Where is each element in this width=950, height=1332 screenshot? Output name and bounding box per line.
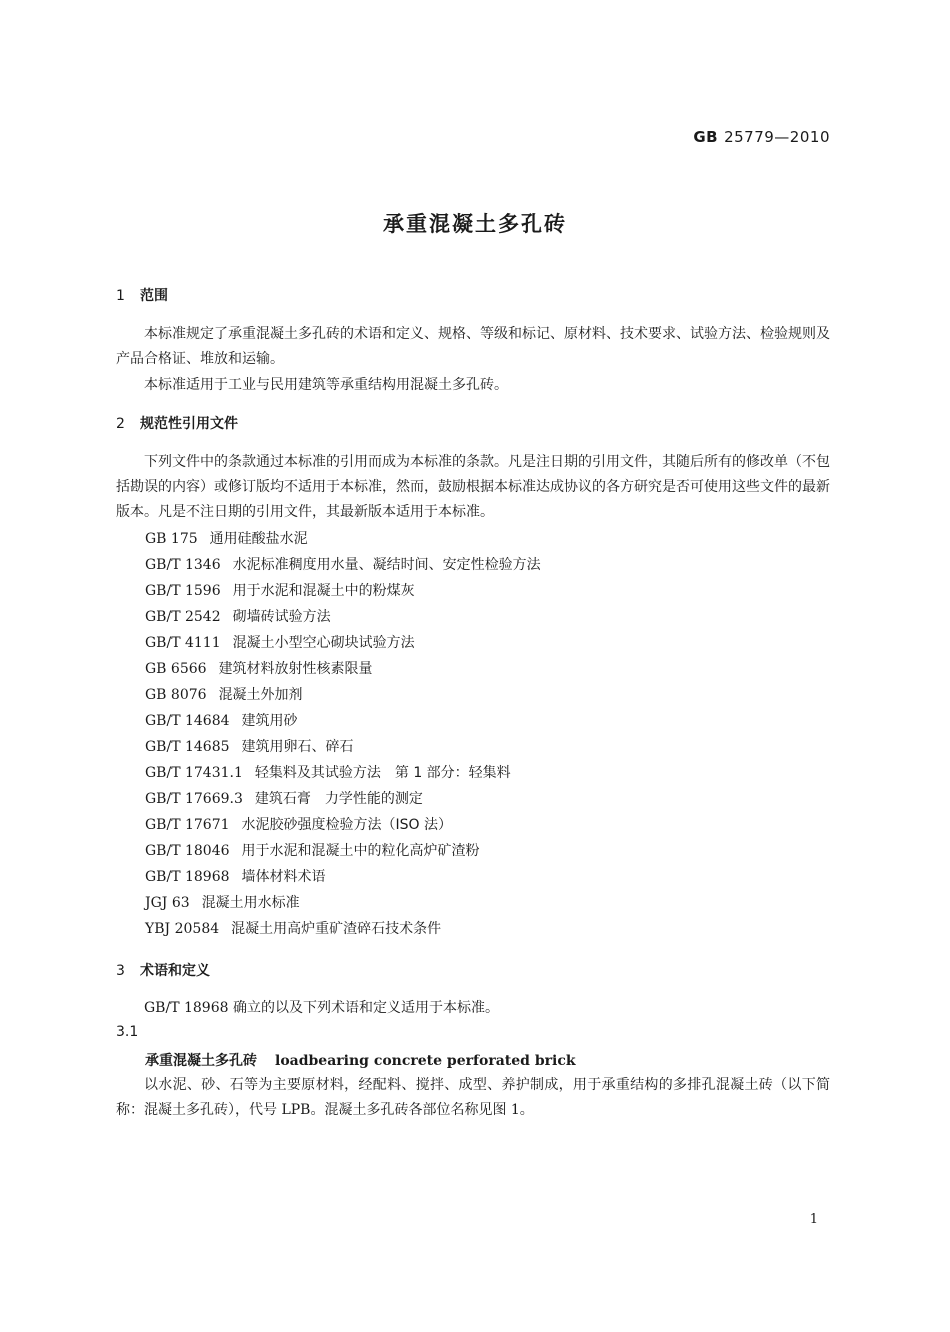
section-1-paragraph-1: 本标准规定了承重混凝土多孔砖的术语和定义、规格、等级和标记、原材料、技术要求、试验方法、检验规则及产品合格证、堆放和运输。 bbox=[116, 326, 830, 367]
reference-code: GB/T 14685 bbox=[145, 739, 230, 755]
section-3-title: 术语和定义 bbox=[140, 963, 210, 979]
reference-code: YBJ 20584 bbox=[145, 921, 220, 937]
reference-name: 墙体材料术语 bbox=[241, 869, 326, 885]
reference-item bbox=[145, 866, 326, 886]
reference-name: 用于水泥和混凝土中的粒化高炉矿渣粉 bbox=[241, 843, 480, 859]
reference-code: GB/T 4111 bbox=[145, 635, 221, 651]
term-definition: 以水泥、砂、石等为主要原材料，经配料、搅拌、成型、养护制成，用于承重结构的多排孔混凝土砖（以下简称：混凝土多孔砖），代号 LPB。混凝土多孔砖各部位名称见图 1。 bbox=[116, 1077, 830, 1118]
reference-item bbox=[145, 788, 423, 808]
section-3-heading bbox=[116, 960, 210, 980]
reference-name: 建筑石膏 力学性能的测定 bbox=[254, 791, 423, 807]
reference-item bbox=[145, 918, 441, 938]
reference-name: 用于水泥和混凝土中的粉煤灰 bbox=[232, 583, 415, 599]
reference-name: 通用硅酸盐水泥 bbox=[209, 531, 308, 547]
standard-prefix: GB bbox=[693, 128, 719, 146]
section-2-paragraph-1: 下列文件中的条款通过本标准的引用而成为本标准的条款。凡是注日期的引用文件，其随后所有的修改单（不包括勘误的内容）或修订版均不适用于本标准，然而，鼓励根据本标准达成协议的各方研究是否可使用这些文件的最新版本。凡是不注日期的引用文件，其最新版本适用于本标准。 bbox=[116, 454, 830, 520]
reference-name: 水泥标准稠度用水量、凝结时间、安定性检验方法 bbox=[232, 557, 541, 573]
section-2-title: 规范性引用文件 bbox=[140, 416, 238, 432]
reference-item bbox=[145, 684, 303, 704]
reference-item bbox=[145, 580, 415, 600]
reference-item bbox=[145, 814, 452, 834]
reference-item bbox=[145, 892, 300, 912]
reference-item bbox=[145, 554, 541, 574]
reference-code: GB/T 14684 bbox=[145, 713, 230, 729]
reference-code: GB/T 17669.3 bbox=[145, 791, 243, 807]
reference-code: GB/T 18046 bbox=[145, 843, 230, 859]
reference-code: GB/T 1596 bbox=[145, 583, 221, 599]
page-number: 1 bbox=[809, 1212, 818, 1227]
section-1-heading bbox=[116, 285, 168, 305]
reference-code: GB 6566 bbox=[145, 661, 207, 677]
reference-code: GB 8076 bbox=[145, 687, 207, 703]
reference-name: 水泥胶砂强度检验方法（ISO 法） bbox=[241, 817, 453, 833]
reference-item bbox=[145, 736, 354, 756]
reference-item bbox=[145, 710, 298, 730]
standard-number: 25779—2010 bbox=[724, 128, 830, 146]
reference-item bbox=[145, 658, 373, 678]
reference-item bbox=[145, 762, 511, 782]
term-english: loadbearing concrete perforated brick bbox=[275, 1053, 576, 1069]
reference-code: JGJ 63 bbox=[145, 895, 190, 911]
section-3-number: 3 bbox=[116, 963, 125, 979]
term-heading bbox=[145, 1050, 576, 1070]
reference-name: 轻集料及其试验方法 第 1 部分：轻集料 bbox=[254, 765, 511, 781]
reference-item bbox=[145, 528, 308, 548]
reference-name: 建筑用卵石、碎石 bbox=[241, 739, 354, 755]
standard-code bbox=[693, 128, 830, 146]
reference-item bbox=[145, 840, 480, 860]
section-2-heading bbox=[116, 413, 238, 433]
reference-name: 混凝土外加剂 bbox=[218, 687, 303, 703]
section-1-paragraph-2: 本标准适用于工业与民用建筑等承重结构用混凝土多孔砖。 bbox=[144, 377, 508, 393]
reference-code: GB 175 bbox=[145, 531, 198, 547]
section-2-number: 2 bbox=[116, 416, 125, 432]
reference-name: 混凝土小型空心砌块试验方法 bbox=[232, 635, 415, 651]
section-3-paragraph-1: GB/T 18968 确立的以及下列术语和定义适用于本标准。 bbox=[144, 1000, 499, 1016]
reference-code: GB/T 18968 bbox=[145, 869, 230, 885]
reference-code: GB/T 17431.1 bbox=[145, 765, 243, 781]
reference-name: 建筑材料放射性核素限量 bbox=[218, 661, 373, 677]
section-1-number: 1 bbox=[116, 288, 125, 304]
reference-code: GB/T 1346 bbox=[145, 557, 221, 573]
reference-name: 建筑用砂 bbox=[241, 713, 298, 729]
document-title: 承重混凝土多孔砖 bbox=[383, 212, 567, 236]
term-chinese: 承重混凝土多孔砖 bbox=[145, 1053, 257, 1069]
subsection-3-1-number: 3.1 bbox=[116, 1024, 139, 1040]
reference-item bbox=[145, 606, 331, 626]
reference-name: 砌墙砖试验方法 bbox=[232, 609, 331, 625]
reference-name: 混凝土用高炉重矿渣碎石技术条件 bbox=[231, 921, 442, 937]
reference-name: 混凝土用水标准 bbox=[201, 895, 300, 911]
section-1-title: 范围 bbox=[140, 288, 168, 304]
reference-code: GB/T 17671 bbox=[145, 817, 230, 833]
reference-item bbox=[145, 632, 415, 652]
reference-code: GB/T 2542 bbox=[145, 609, 221, 625]
